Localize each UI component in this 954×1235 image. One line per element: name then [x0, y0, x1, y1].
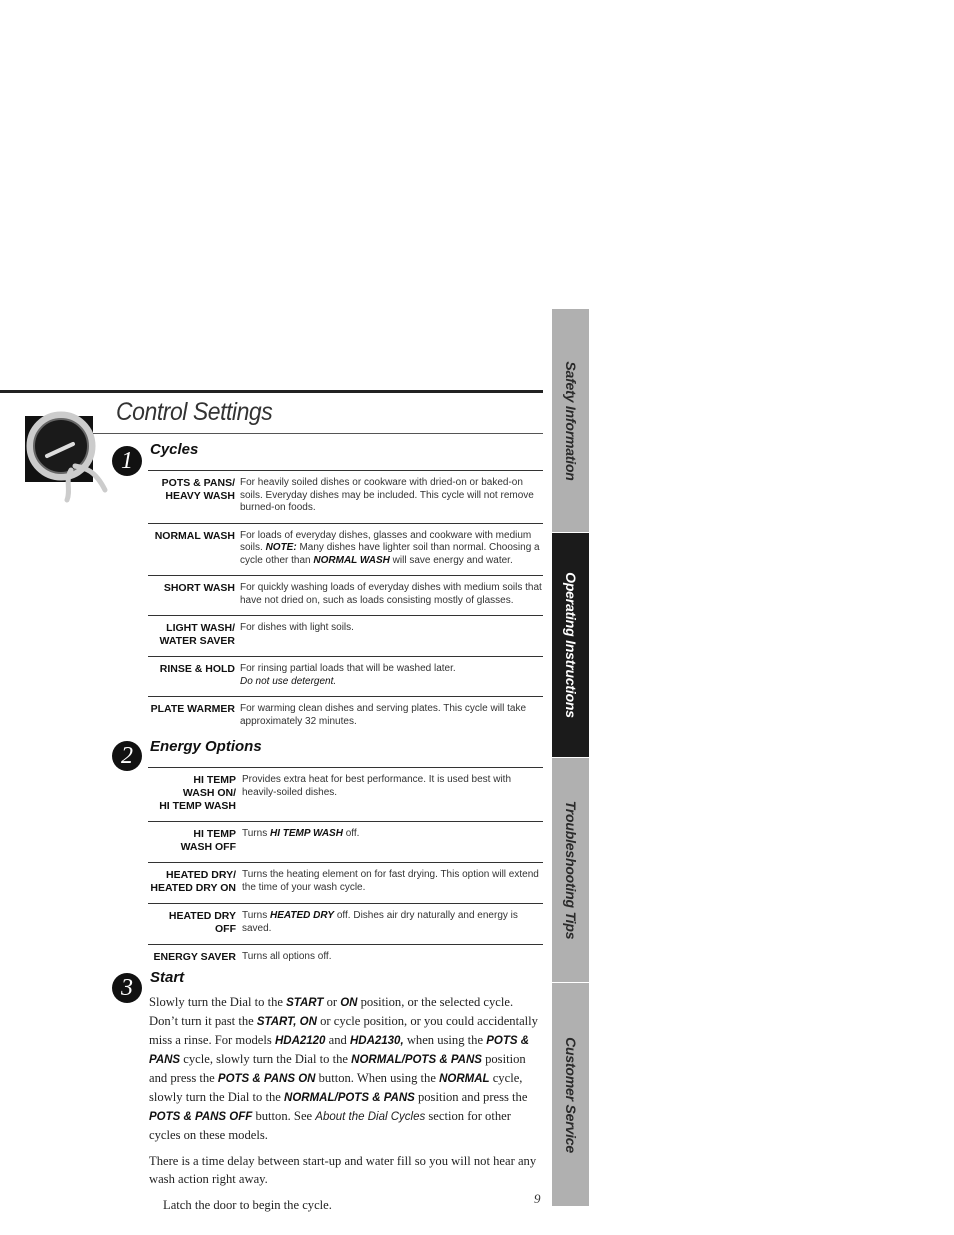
time-delay-paragraph: There is a time delay between start-up and water fill so you will not hear any wash action right away.: [149, 1154, 537, 1186]
page-title: Control Settings: [116, 398, 273, 426]
cycle-label: SHORT WASH: [163, 582, 235, 594]
option-description: Turns HEATED DRY off. Dishes air dry naturally and energy is saved.: [242, 910, 518, 934]
tab-customer-service[interactable]: [552, 983, 589, 1206]
title-rule: [93, 433, 543, 434]
top-rule: [0, 390, 543, 393]
tab-troubleshooting-tips[interactable]: [552, 758, 589, 982]
energy-options-table: [148, 767, 543, 972]
cycle-label: PLATE WARMER: [150, 703, 235, 715]
dial-icon: [25, 416, 93, 482]
option-label: HI TEMP WASH ON/ HI TEMP WASH: [159, 774, 236, 812]
option-label: HEATED DRY/ HEATED DRY ON: [150, 869, 236, 894]
start-instructions: [149, 993, 545, 1222]
tab-label: Operating Instructions: [562, 572, 579, 718]
option-description: Turns the heating element on for fast drying. This option will extend the time of your wash cycle.: [242, 869, 539, 893]
tab-operating-instructions[interactable]: [552, 533, 589, 757]
table-row: [148, 862, 543, 903]
table-row: [148, 575, 543, 615]
option-description: Turns HI TEMP WASH off.: [242, 828, 360, 839]
cycle-description: For rinsing partial loads that will be washed later. Do not use detergent.: [240, 663, 456, 687]
table-row: [148, 944, 543, 972]
option-label: HI TEMP WASH OFF: [180, 828, 236, 853]
table-row: [148, 903, 543, 944]
page-number: 9: [534, 1191, 541, 1206]
tab-safety-information[interactable]: [552, 309, 589, 532]
start-paragraph: Slowly turn the Dial to the START or ON position, or the selected cycle. Don’t turn it past the START, ON or cycle position, or you could accidentally miss a rinse. For models HDA2120 and HDA2130, when using the POTS & PANS cycle, slowly turn the Dial to the NORMAL/POTS & PANS position and press the POTS & PANS ON button. When using the NORMAL cycle, slowly turn the Dial to the NORMAL/POTS & PANS position and press the POTS & PANS OFF button. See About the Dial Cycles section for other cycles on these models.: [149, 995, 538, 1142]
table-row: [148, 523, 543, 576]
table-row: [148, 821, 543, 862]
tab-label: Troubleshooting Tips: [562, 800, 579, 940]
table-row: [148, 696, 543, 736]
latch-paragraph: Latch the door to begin the cycle.: [163, 1198, 332, 1212]
energy-options-heading: Energy Options: [150, 738, 262, 755]
start-heading: Start: [150, 969, 185, 986]
section-number-badge: 2: [112, 741, 142, 771]
table-row: [148, 470, 543, 523]
cycle-description: For heavily soiled dishes or cookware with dried-on or baked-on soils. Everyday dishes may be included. This cycle will not remove burned-on foods.: [240, 477, 534, 513]
cycle-label: LIGHT WASH/ WATER SAVER: [159, 622, 235, 647]
table-row: [148, 656, 543, 696]
cycle-label: POTS & PANS/ HEAVY WASH: [161, 477, 235, 502]
tab-label: Safety Information: [562, 360, 579, 481]
cycle-description: For loads of everyday dishes, glasses and cookware with medium soils. NOTE: Many dishes have lighter soil than normal. Choosing a cycle other than NORMAL WASH will save energy and water.: [240, 529, 540, 566]
table-row: [148, 767, 543, 821]
cycles-table: [148, 470, 543, 736]
option-description: Turns all options off.: [242, 951, 332, 962]
cycle-description: For dishes with light soils.: [240, 622, 354, 633]
cycle-description: For warming clean dishes and serving plates. This cycle will take approximately 32 minutes.: [240, 703, 527, 727]
section-number-badge: 1: [112, 446, 142, 476]
table-row: [148, 615, 543, 656]
cycles-heading: Cycles: [150, 441, 199, 458]
tab-label: Customer Service: [562, 1036, 579, 1153]
option-description: Provides extra heat for best performance. It is used best with heavily-soiled dishes.: [242, 774, 512, 798]
section-number-badge: 3: [112, 973, 142, 1003]
cycle-label: NORMAL WASH: [154, 529, 235, 542]
cycle-description: For quickly washing loads of everyday dishes with medium soils that have not dried on, such as loads consisting mostly of glasses.: [240, 582, 542, 606]
option-label: ENERGY SAVER: [153, 951, 236, 963]
option-label: HEATED DRY OFF: [168, 910, 236, 935]
cycle-label: RINSE & HOLD: [159, 663, 235, 675]
